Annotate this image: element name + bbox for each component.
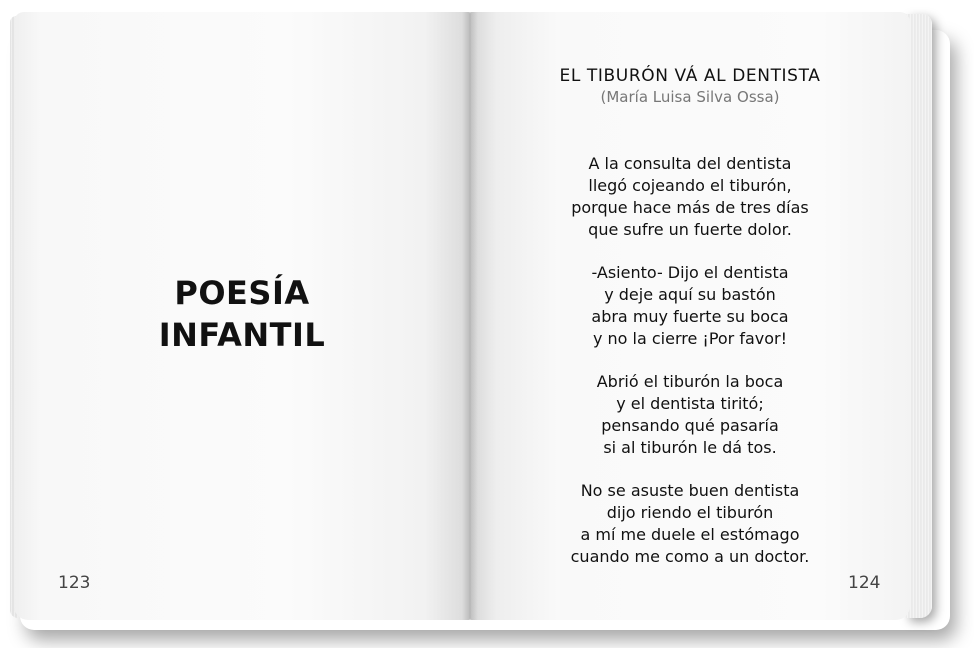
poem-line: A la consulta del dentista — [588, 154, 792, 173]
right-page-number: 124 — [848, 573, 881, 593]
poem-line: pensando qué pasaría — [601, 416, 779, 435]
poem-body — [480, 153, 900, 589]
stanza-4 — [480, 480, 900, 568]
poem-line: a mí me duele el estómago — [580, 525, 800, 544]
poem-author: (María Luisa Silva Ossa) — [600, 88, 780, 106]
poem-line: y el dentista tiritó; — [616, 394, 764, 413]
stanza-1 — [480, 153, 900, 241]
poem-line: porque hace más de tres días — [571, 198, 809, 217]
poem-line: llegó cojeando el tiburón, — [588, 176, 792, 195]
poem-line: y deje aquí su bastón — [604, 285, 776, 304]
left-page-number: 123 — [58, 573, 91, 593]
section-title — [14, 272, 470, 356]
poem-line: y no la cierre ¡Por favor! — [592, 329, 788, 348]
poem-line: No se asuste buen dentista — [580, 481, 800, 500]
stanza-3 — [480, 371, 900, 459]
stanza-2 — [480, 262, 900, 350]
poem-line: que sufre un fuerte dolor. — [588, 220, 792, 239]
poem-line: -Asiento- Dijo el dentista — [591, 263, 789, 282]
poem-line: cuando me como a un doctor. — [570, 547, 810, 566]
poem-header — [480, 66, 900, 106]
poem-line: abra muy fuerte su boca — [591, 307, 789, 326]
poem-line: si al tiburón le dá tos. — [603, 438, 777, 457]
poem-line: Abrió el tiburón la boca — [596, 372, 784, 391]
section-title-line-1: POESÍA — [174, 274, 310, 312]
poem-title: EL TIBURÓN VÁ AL DENTISTA — [559, 66, 821, 86]
section-title-line-2: INFANTIL — [158, 316, 326, 354]
poem-line: dijo riendo el tiburón — [606, 503, 774, 522]
